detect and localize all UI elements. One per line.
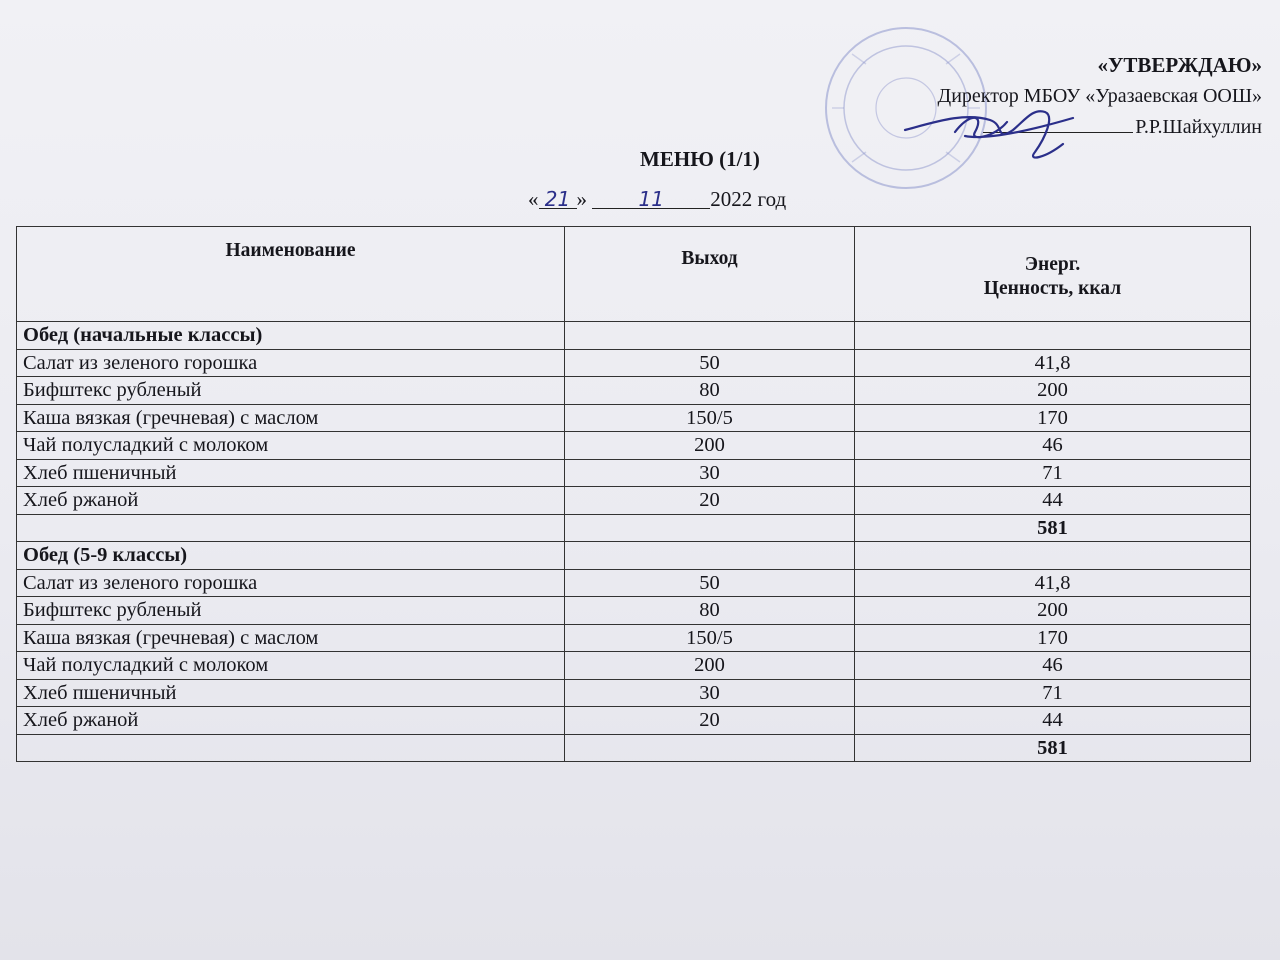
header-energy-line1: Энерг. bbox=[1024, 254, 1081, 275]
dish-energy: 44 bbox=[855, 487, 1251, 515]
table-row bbox=[17, 349, 1251, 377]
dish-name: Салат из зеленого горошка bbox=[17, 349, 565, 377]
section-title: Обед (начальные классы) bbox=[17, 322, 565, 350]
header-name: Наименование bbox=[17, 227, 565, 322]
table-header-row bbox=[17, 227, 1251, 322]
dish-output: 80 bbox=[565, 377, 855, 405]
table-row bbox=[17, 487, 1251, 515]
dish-name: Салат из зеленого горошка bbox=[17, 569, 565, 597]
table-row bbox=[17, 404, 1251, 432]
date-month: 11 bbox=[592, 190, 710, 209]
dish-output: 80 bbox=[565, 597, 855, 625]
approval-title: «УТВЕРЖДАЮ» bbox=[1097, 53, 1262, 77]
dish-name: Каша вязкая (гречневая) с маслом bbox=[17, 624, 565, 652]
date-open-quote: « bbox=[528, 187, 539, 211]
dish-energy: 200 bbox=[855, 597, 1251, 625]
page-title: МЕНЮ (1/1) bbox=[640, 147, 760, 171]
dish-energy: 170 bbox=[855, 624, 1251, 652]
table-row bbox=[17, 679, 1251, 707]
dish-energy: 44 bbox=[855, 707, 1251, 735]
section-title: Обед (5-9 классы) bbox=[17, 542, 565, 570]
approval-position: Директор МБОУ «Уразаевская ООШ» bbox=[937, 85, 1262, 107]
section-total: 581 bbox=[855, 514, 1251, 542]
header-energy bbox=[855, 227, 1251, 322]
dish-output: 30 bbox=[565, 459, 855, 487]
dish-name: Бифштекс рубленый bbox=[17, 377, 565, 405]
table-row bbox=[17, 569, 1251, 597]
dish-name: Хлеб ржаной bbox=[17, 487, 565, 515]
table-row bbox=[17, 707, 1251, 735]
dish-name: Хлеб пшеничный bbox=[17, 459, 565, 487]
date-close-quote: » bbox=[576, 187, 587, 211]
section-title-row bbox=[17, 322, 1251, 350]
total-row bbox=[17, 734, 1251, 762]
dish-energy: 71 bbox=[855, 459, 1251, 487]
total-row bbox=[17, 514, 1251, 542]
date-line bbox=[528, 187, 786, 212]
table-row bbox=[17, 597, 1251, 625]
dish-energy: 71 bbox=[855, 679, 1251, 707]
dish-output: 20 bbox=[565, 487, 855, 515]
date-day: 21 bbox=[539, 190, 577, 209]
dish-output: 50 bbox=[565, 349, 855, 377]
dish-output: 30 bbox=[565, 679, 855, 707]
dish-name: Хлеб ржаной bbox=[17, 707, 565, 735]
dish-output: 20 bbox=[565, 707, 855, 735]
dish-energy: 41,8 bbox=[855, 569, 1251, 597]
dish-name: Чай полусладкий с молоком bbox=[17, 432, 565, 460]
table-row bbox=[17, 459, 1251, 487]
dish-output: 50 bbox=[565, 569, 855, 597]
dish-output: 200 bbox=[565, 432, 855, 460]
dish-name: Хлеб пшеничный bbox=[17, 679, 565, 707]
dish-output: 200 bbox=[565, 652, 855, 680]
menu-table bbox=[16, 226, 1251, 762]
dish-name: Чай полусладкий с молоком bbox=[17, 652, 565, 680]
dish-energy: 170 bbox=[855, 404, 1251, 432]
dish-energy: 46 bbox=[855, 652, 1251, 680]
dish-name: Бифштекс рубленый bbox=[17, 597, 565, 625]
header-output: Выход bbox=[565, 227, 855, 322]
dish-energy: 41,8 bbox=[855, 349, 1251, 377]
header-energy-line2: Ценность, ккал bbox=[983, 278, 1122, 299]
dish-energy: 46 bbox=[855, 432, 1251, 460]
dish-output: 150/5 bbox=[565, 624, 855, 652]
section-title-row bbox=[17, 542, 1251, 570]
table-row bbox=[17, 652, 1251, 680]
dish-energy: 200 bbox=[855, 377, 1251, 405]
table-row bbox=[17, 432, 1251, 460]
date-year: 2022 год bbox=[710, 187, 787, 211]
section-total: 581 bbox=[855, 734, 1251, 762]
dish-output: 150/5 bbox=[565, 404, 855, 432]
table-row bbox=[17, 624, 1251, 652]
approval-signatory: Р.Р.Шайхуллин bbox=[1135, 116, 1262, 138]
dish-name: Каша вязкая (гречневая) с маслом bbox=[17, 404, 565, 432]
table-row bbox=[17, 377, 1251, 405]
